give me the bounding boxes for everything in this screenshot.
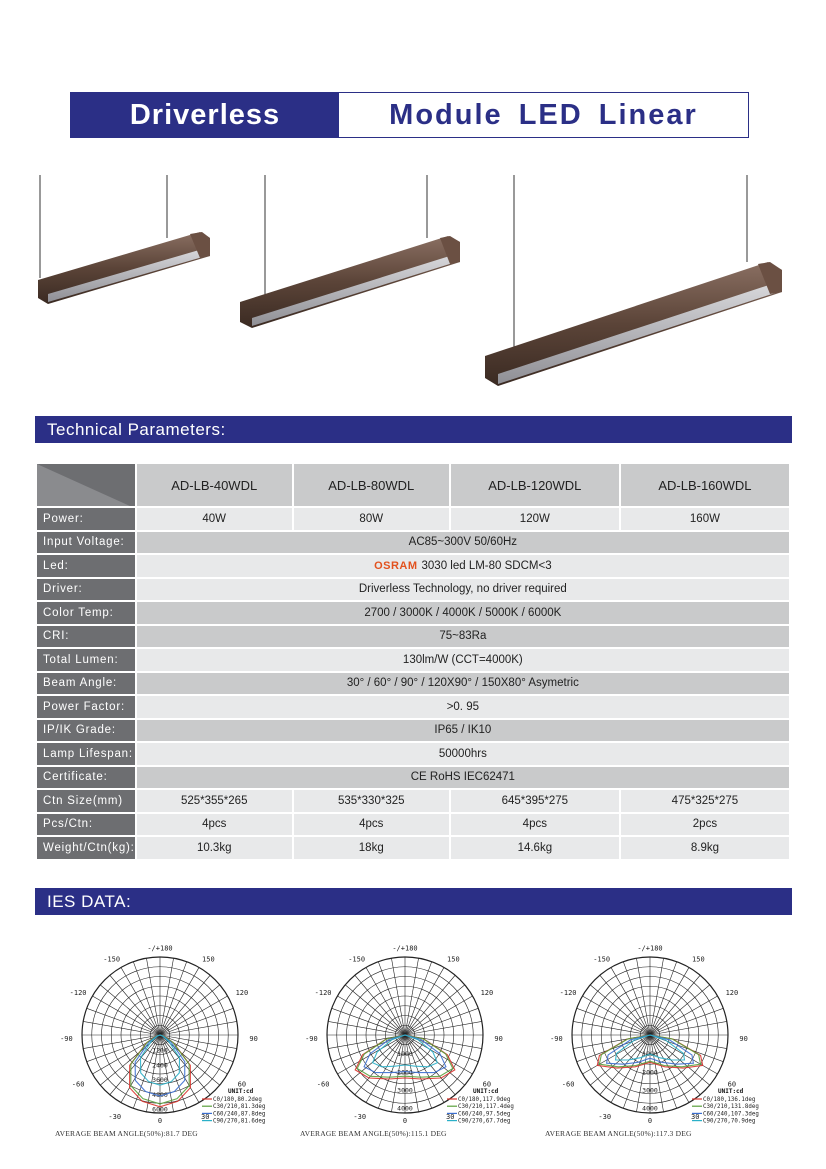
- polar-angle-label: -150: [103, 955, 121, 964]
- row-label: Led:: [37, 555, 135, 577]
- legend-item: C60/240,107.3deg: [703, 1111, 759, 1118]
- row-value-text: AC85~300V 50/60Hz: [408, 536, 518, 549]
- legend-item: C90/270,70.9deg: [703, 1118, 756, 1125]
- polar-ring-label: 1000: [642, 1050, 658, 1059]
- row-value-span: [137, 743, 789, 765]
- table-row: [37, 555, 789, 577]
- row-value-text: 3030 led LM-80 SDCM<3: [421, 559, 552, 572]
- polar-ring-label: 2000: [642, 1068, 658, 1077]
- polar-angle-label: 60: [727, 1080, 737, 1089]
- title-right: Module LED Linear: [389, 98, 698, 131]
- table-row: [37, 626, 789, 648]
- polar-angle-label: -/+180: [392, 944, 418, 953]
- legend-item: C90/270,67.7deg: [458, 1118, 511, 1125]
- polar-angle-label: -120: [314, 989, 332, 998]
- legend-item: C30/210,131.8deg: [703, 1104, 759, 1111]
- table-row: [37, 814, 789, 836]
- polar-angle-label: -120: [559, 989, 577, 998]
- row-label: Input Voltage:: [37, 532, 135, 554]
- table-row: [37, 579, 789, 601]
- legend-item: C0/180,136.1deg: [703, 1097, 756, 1103]
- row-value-span: [137, 532, 789, 554]
- polar-angle-label: -90: [60, 1035, 73, 1044]
- polar-angle-label: -90: [550, 1035, 563, 1044]
- product-images: [30, 170, 800, 400]
- row-value-span: [137, 649, 789, 671]
- model-header: AD-LB-160WDL: [621, 464, 789, 506]
- polar-angle-label: 150: [447, 955, 460, 964]
- polar-angle-label: 90: [249, 1035, 258, 1044]
- polar-angle-label: 30: [446, 1113, 455, 1122]
- polar-ring-label: 3000: [397, 1086, 413, 1095]
- ies-chart-1: [55, 940, 285, 1140]
- polar-ring-label: 4800: [152, 1090, 168, 1099]
- row-value: 4pcs: [294, 814, 449, 836]
- lamp-medium: [240, 175, 460, 328]
- row-label: Ctn Size(mm): [37, 790, 135, 812]
- polar-ring-label: 1200: [152, 1046, 168, 1055]
- ies-caption: AVERAGE BEAM ANGLE(50%):81.7 DEG: [55, 1129, 198, 1138]
- row-label: Power Factor:: [37, 696, 135, 718]
- row-value: 4pcs: [137, 814, 292, 836]
- table-header-row: [37, 464, 789, 506]
- polar-angle-label: 120: [480, 989, 494, 998]
- legend-item: C60/240,87.8deg: [213, 1111, 266, 1118]
- legend-item: C30/210,81.3deg: [213, 1104, 266, 1111]
- table-row: [37, 837, 789, 859]
- lamp-small: [38, 175, 210, 304]
- polar-angle-label: -150: [348, 955, 366, 964]
- title-left: Driverless: [71, 93, 339, 137]
- osram-brand: OSRAM: [374, 559, 418, 572]
- model-header: AD-LB-40WDL: [137, 464, 292, 506]
- title-banner: [70, 92, 749, 138]
- table-row: [37, 743, 789, 765]
- row-value-span: [137, 555, 789, 577]
- polar-angle-label: -/+180: [637, 944, 663, 953]
- polar-ring-label: 3000: [642, 1086, 658, 1095]
- row-value-text: >0. 95: [446, 700, 479, 713]
- row-value-span: [137, 720, 789, 742]
- legend-item: C60/240,97.5deg: [458, 1111, 511, 1118]
- row-value-text: 130lm/W (CCT=4000K): [402, 653, 523, 666]
- table-row: [37, 790, 789, 812]
- row-label: Lamp Lifespan:: [37, 743, 135, 765]
- legend-item: C30/210,117.4deg: [458, 1104, 514, 1111]
- row-value: 475*325*275: [621, 790, 789, 812]
- row-value: 80W: [294, 508, 449, 530]
- row-value-text: 50000hrs: [438, 747, 487, 760]
- polar-ring-label: 2000: [397, 1068, 413, 1077]
- row-value: 8.9kg: [621, 837, 789, 859]
- polar-angle-label: 30: [691, 1113, 700, 1122]
- row-label: Beam Angle:: [37, 673, 135, 695]
- polar-angle-label: 90: [739, 1035, 748, 1044]
- polar-angle-label: 120: [235, 989, 249, 998]
- row-value-text: 75~83Ra: [439, 630, 487, 643]
- polar-angle-label: 0: [157, 1117, 163, 1126]
- polar-angle-label: -150: [593, 955, 611, 964]
- row-value: 18kg: [294, 837, 449, 859]
- polar-ring-label: 6000: [152, 1105, 168, 1114]
- polar-angle-label: -90: [305, 1035, 318, 1044]
- table-corner: [37, 464, 135, 506]
- polar-angle-label: -120: [69, 989, 87, 998]
- legend-unit: UNIT:cd: [228, 1088, 254, 1095]
- row-value: 535*330*325: [294, 790, 449, 812]
- row-value: 14.6kg: [451, 837, 619, 859]
- table-row: [37, 532, 789, 554]
- row-value-span: [137, 767, 789, 789]
- polar-angle-label: -60: [561, 1080, 575, 1089]
- legend-unit: UNIT:cd: [473, 1088, 499, 1095]
- row-label: Pcs/Ctn:: [37, 814, 135, 836]
- polar-angle-label: -30: [353, 1113, 367, 1122]
- row-value-text: Driverless Technology, no driver required: [358, 583, 567, 596]
- polar-angle-label: 60: [237, 1080, 247, 1089]
- polar-angle-label: 90: [494, 1035, 503, 1044]
- polar-ring-label: 4000: [642, 1104, 658, 1113]
- polar-angle-label: -60: [71, 1080, 85, 1089]
- ies-caption: AVERAGE BEAM ANGLE(50%):115.1 DEG: [300, 1129, 447, 1138]
- polar-angle-label: 60: [482, 1080, 492, 1089]
- row-value-text: CE RoHS IEC62471: [410, 771, 515, 784]
- legend-item: C90/270,81.6deg: [213, 1118, 266, 1125]
- row-value: 160W: [621, 508, 789, 530]
- row-value: 120W: [451, 508, 619, 530]
- table-row: [37, 602, 789, 624]
- row-value: 525*355*265: [137, 790, 292, 812]
- polar-ring-label: 2400: [152, 1061, 168, 1070]
- model-header: AD-LB-80WDL: [294, 464, 449, 506]
- polar-angle-label: 0: [402, 1117, 408, 1126]
- polar-ring-label: 4000: [397, 1104, 413, 1113]
- row-label: Color Temp:: [37, 602, 135, 624]
- row-label: Weight/Ctn(kg):: [37, 837, 135, 859]
- parameters-table: [35, 462, 791, 861]
- legend-item: C0/180,80.2deg: [213, 1097, 262, 1103]
- polar-ring-label: 3600: [152, 1076, 168, 1085]
- model-header: AD-LB-120WDL: [451, 464, 619, 506]
- table-row: [37, 696, 789, 718]
- polar-angle-label: 0: [647, 1117, 653, 1126]
- row-value-span: [137, 696, 789, 718]
- row-label: Driver:: [37, 579, 135, 601]
- polar-ring-label: 1000: [397, 1050, 413, 1059]
- polar-angle-label: 150: [202, 955, 215, 964]
- row-value-span: [137, 673, 789, 695]
- row-value: 2pcs: [621, 814, 789, 836]
- ies-chart-2: [300, 940, 530, 1140]
- ies-caption: AVERAGE BEAM ANGLE(50%):117.3 DEG: [545, 1129, 692, 1138]
- row-value-span: [137, 626, 789, 648]
- polar-angle-label: -30: [598, 1113, 612, 1122]
- polar-angle-label: -30: [108, 1113, 122, 1122]
- table-row: [37, 767, 789, 789]
- table-row: [37, 508, 789, 530]
- row-value: 10.3kg: [137, 837, 292, 859]
- row-label: Power:: [37, 508, 135, 530]
- polar-angle-label: 120: [725, 989, 739, 998]
- legend-item: C0/180,117.9deg: [458, 1097, 511, 1103]
- polar-angle-label: -/+180: [147, 944, 173, 953]
- table-row: [37, 649, 789, 671]
- legend-unit: UNIT:cd: [718, 1088, 744, 1095]
- table-row: [37, 720, 789, 742]
- ies-data-header: IES DATA:: [35, 888, 792, 915]
- row-value-text: 30° / 60° / 90° / 120X90° / 150X80° Asymetric: [346, 677, 579, 690]
- row-label: CRI:: [37, 626, 135, 648]
- polar-angle-label: 30: [201, 1113, 210, 1122]
- row-value-text: 2700 / 3000K / 4000K / 5000K / 6000K: [364, 606, 562, 619]
- row-value: 40W: [137, 508, 292, 530]
- row-value-text: IP65 / IK10: [434, 724, 492, 737]
- table-row: [37, 673, 789, 695]
- lamp-large: [485, 175, 782, 386]
- row-value-span: [137, 602, 789, 624]
- ies-chart-3: [545, 940, 775, 1140]
- row-label: IP/IK Grade:: [37, 720, 135, 742]
- row-value-span: [137, 579, 789, 601]
- technical-parameters-header: Technical Parameters:: [35, 416, 792, 443]
- row-value: 645*395*275: [451, 790, 619, 812]
- polar-angle-label: -60: [316, 1080, 330, 1089]
- row-value: 4pcs: [451, 814, 619, 836]
- polar-angle-label: 150: [692, 955, 705, 964]
- row-label: Total Lumen:: [37, 649, 135, 671]
- row-label: Certificate:: [37, 767, 135, 789]
